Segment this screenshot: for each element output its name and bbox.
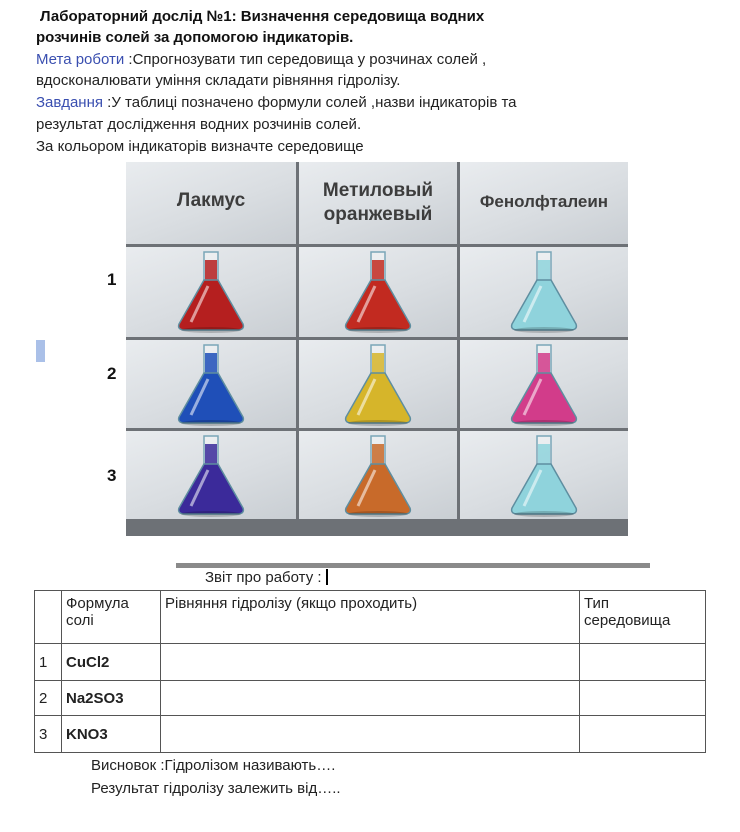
- report-title-text: Звіт про работу :: [205, 569, 322, 586]
- goal-text: :Спрогнозувати тип середовища у розчинах солей ,: [124, 51, 487, 68]
- table-row: [35, 681, 706, 716]
- row-number-3: 3: [107, 466, 117, 485]
- flask-cell: [126, 340, 296, 428]
- row-num[interactable]: 3: [35, 716, 62, 753]
- task-line2: результат дослідження водних розчинів солей.: [36, 116, 362, 133]
- row-equation[interactable]: [161, 644, 580, 681]
- flask-liquid: [179, 464, 244, 514]
- header-medium[interactable]: [580, 591, 706, 644]
- row-medium[interactable]: [580, 716, 706, 753]
- row-number-1: 1: [107, 270, 117, 289]
- flask-cell: [460, 431, 628, 519]
- lab-title: [36, 6, 485, 48]
- report-table: [34, 590, 706, 753]
- flask-icon: [338, 343, 418, 427]
- header-medium-line2: середовища: [584, 612, 671, 629]
- header-phenolphthalein: Фенолфталеин: [479, 192, 609, 211]
- indicator-image: [126, 162, 628, 536]
- header-formula[interactable]: [62, 591, 161, 644]
- task-text: :У таблиці позначено формули солей ,назви індикаторів та: [103, 94, 517, 111]
- flask-cell: [299, 340, 457, 428]
- flask-liquid: [346, 373, 411, 423]
- flask-icon: [338, 250, 418, 334]
- header-methyl: Метиловый: [322, 180, 434, 201]
- flask-cell: [299, 431, 457, 519]
- flask-cell: [126, 247, 296, 337]
- flask-cell: [299, 247, 457, 337]
- text-cursor: [326, 569, 328, 585]
- flask-liquid: [179, 280, 244, 330]
- lab-title-line2: розчинів солей за допомогою індикаторів.: [36, 29, 354, 46]
- table-row: [35, 716, 706, 753]
- conclusion-line1: Висновок :Гідролізом називають….: [91, 757, 336, 774]
- table-row: [35, 644, 706, 681]
- row-formula[interactable]: Na2SO3: [62, 681, 161, 716]
- row-equation[interactable]: [161, 681, 580, 716]
- lab-title-line1: Лабораторний дослід №1: Визначення середовища водних: [40, 8, 485, 25]
- row-formula[interactable]: CuCl2: [62, 644, 161, 681]
- flask-liquid: [346, 280, 411, 330]
- row-formula[interactable]: KNO3: [62, 716, 161, 753]
- flask-icon: [171, 250, 251, 334]
- header-formula-line1: Формула: [66, 595, 129, 612]
- separator-bar: [176, 563, 650, 568]
- flask-icon: [504, 343, 584, 427]
- flask-liquid: [179, 373, 244, 423]
- header-medium-line1: Тип: [584, 595, 610, 612]
- task-label: Завдання: [36, 94, 103, 111]
- row-num[interactable]: 1: [35, 644, 62, 681]
- header-cell-methyl-orange: [299, 162, 457, 244]
- row-num[interactable]: 2: [35, 681, 62, 716]
- header-equation[interactable]: Рівняння гідролізу (якщо проходить): [161, 591, 580, 644]
- flask-icon: [504, 250, 584, 334]
- goal-label: Мета роботи: [36, 51, 125, 68]
- header-formula-line2: солі: [66, 612, 94, 629]
- task-line3: За кольором індикаторів визначте середовище: [36, 138, 364, 155]
- header-orange: оранжевый: [323, 204, 433, 225]
- row-medium[interactable]: [580, 681, 706, 716]
- row-number-2: 2: [107, 364, 117, 383]
- flask-liquid: [512, 464, 577, 514]
- flask-icon: [504, 434, 584, 518]
- flask-cell: [126, 431, 296, 519]
- header-cell-litmus: [126, 162, 296, 244]
- flask-icon: [171, 434, 251, 518]
- margin-marker: [36, 340, 45, 362]
- conclusion-line2: Результат гідролізу залежить від…..: [91, 780, 341, 797]
- flask-liquid: [512, 373, 577, 423]
- table-header-row: [35, 591, 706, 644]
- goal-line: [36, 49, 486, 70]
- header-cell-phenolphthalein: [460, 162, 628, 244]
- row-medium[interactable]: [580, 644, 706, 681]
- report-title: [205, 569, 328, 586]
- flask-cell: [460, 247, 628, 337]
- task-line: [36, 92, 517, 113]
- header-num[interactable]: [35, 591, 62, 644]
- header-litmus: Лакмус: [176, 190, 246, 211]
- flask-icon: [338, 434, 418, 518]
- row-equation[interactable]: [161, 716, 580, 753]
- flask-cell: [460, 340, 628, 428]
- flask-liquid: [512, 280, 577, 330]
- goal-line2: вдосконалювати уміння складати рівняння гідролізу.: [36, 72, 401, 89]
- flask-liquid: [346, 464, 411, 514]
- flask-icon: [171, 343, 251, 427]
